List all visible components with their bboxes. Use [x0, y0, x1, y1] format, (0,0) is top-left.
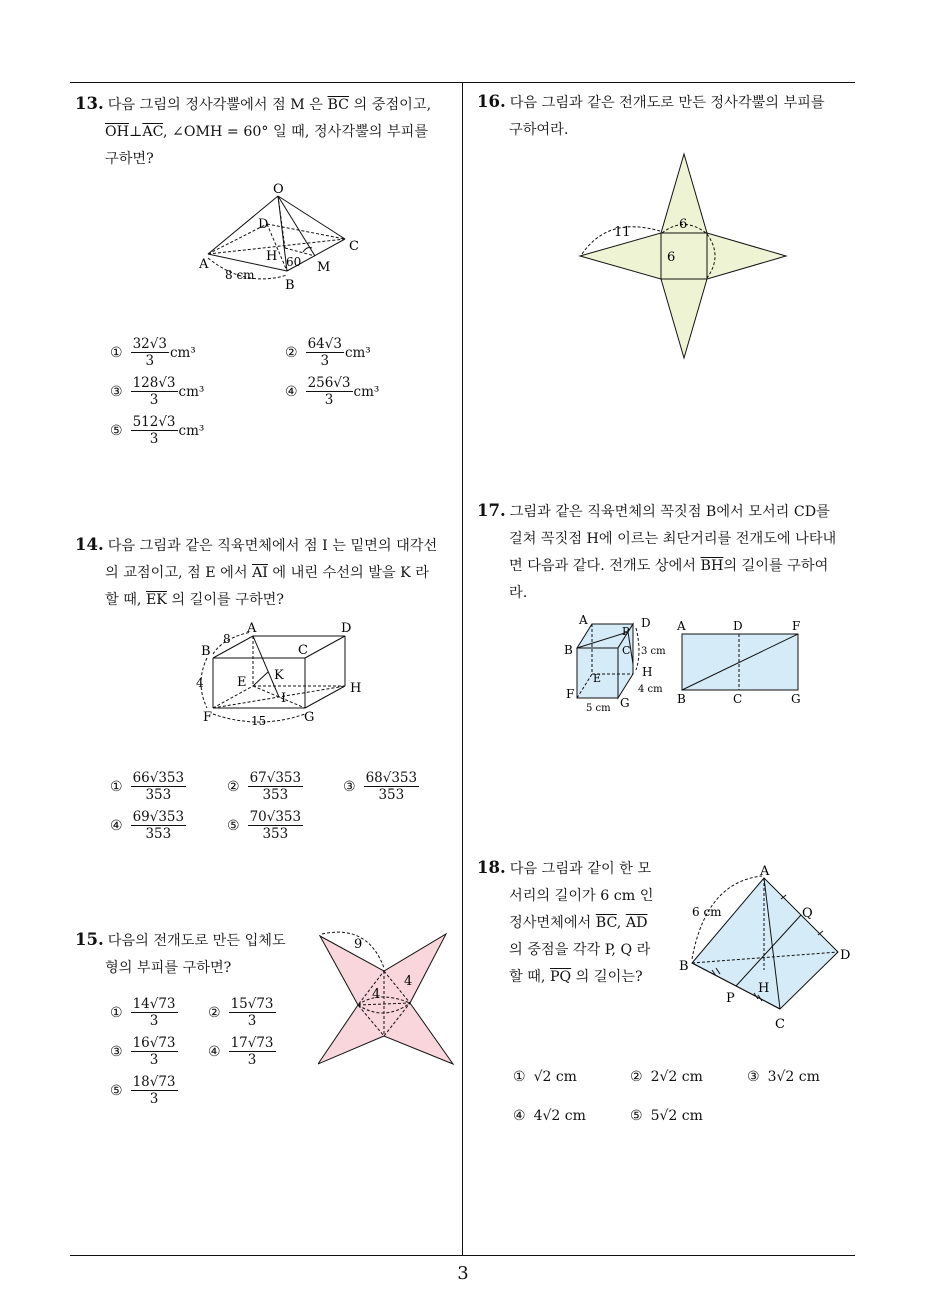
- label-c: C: [298, 643, 308, 658]
- question-17: [477, 497, 867, 607]
- question-text: 구하여라.: [509, 122, 569, 138]
- label-b: B: [564, 643, 573, 657]
- question-text: 그림과 같은 직육면체의 꼭짓점 B에서 모서리 CD를: [509, 504, 830, 520]
- choice-3[interactable]: ③ 3√2 cm: [747, 1069, 820, 1085]
- question-13: [75, 90, 460, 173]
- label-b: B: [201, 644, 211, 659]
- label-h: H: [350, 681, 362, 696]
- label-length: 6 cm: [692, 905, 722, 919]
- choice-5[interactable]: ⑤ 5√2 cm: [630, 1108, 703, 1124]
- segment-label: $\overline{AD}$: [625, 915, 648, 931]
- question-text: 의 길이는?: [571, 969, 643, 985]
- question-number: 13.: [75, 94, 104, 113]
- label-q: Q: [802, 906, 813, 921]
- label-p: P: [622, 625, 630, 638]
- question-text: 서리의 길이가 6 cm 인: [509, 888, 654, 904]
- choice-1[interactable]: ① $\frac{66√353}{353}$: [110, 770, 185, 803]
- label-len-4: 4 cm: [638, 684, 663, 695]
- choice-4[interactable]: ④ $\frac{17√73}{3}$: [208, 1035, 274, 1068]
- question-text: 다음 그림의 정사각뿔에서 점 M 은: [107, 97, 328, 113]
- label-h: H: [642, 665, 653, 679]
- pyramid-figure: [195, 178, 370, 296]
- question-number: 18.: [477, 858, 506, 877]
- star-net-figure: [318, 930, 458, 1070]
- choice-5[interactable]: ⑤ $\frac{18√73}{3}$: [110, 1074, 176, 1107]
- label-m: M: [317, 260, 331, 275]
- question-number: 14.: [75, 535, 104, 554]
- question-text: 에 내린 수선의 발을 K 라: [267, 565, 429, 581]
- net-label-a: A: [677, 619, 686, 633]
- label-len-6-b: 6: [667, 250, 676, 265]
- choice-5[interactable]: ⑤ $\frac{512√3}{3}$ cm³: [110, 414, 205, 447]
- choice-2[interactable]: ② $\frac{67√353}{353}$: [227, 770, 302, 803]
- question-text: 의 중점을 각각 P, Q 라: [509, 942, 651, 958]
- choice-1[interactable]: ① √2 cm: [513, 1069, 577, 1085]
- question-number: 15.: [75, 930, 104, 949]
- question-text: , ∠OMH = 60° 일 때, 정사각뿔의 부피를: [162, 124, 429, 140]
- question-text: 다음 그림과 같은 직육면체에서 점 I 는 밑면의 대각선: [107, 538, 438, 554]
- tetrahedron-figure: [676, 862, 858, 1034]
- label-f: F: [203, 710, 213, 725]
- label-len-5: 5 cm: [586, 703, 611, 714]
- page-number: 3: [457, 1263, 469, 1284]
- label-g: G: [620, 696, 630, 710]
- question-text: 구하면?: [105, 151, 154, 167]
- question-text: 의 길이를 구하여: [723, 558, 829, 574]
- cuboid-small-figure: [562, 612, 670, 716]
- question-text: 다음의 전개도로 만든 입체도: [107, 933, 286, 949]
- square-pyramid-net-figure: [578, 150, 790, 362]
- question-text: 걸쳐 꼭짓점 H에 이르는 최단거리를 전개도에 나타내: [509, 531, 837, 547]
- label-g: G: [304, 710, 315, 725]
- question-text: 할 때,: [105, 592, 146, 608]
- label-len-3: 3 cm: [641, 646, 666, 657]
- choice-4[interactable]: ④ 4√2 cm: [513, 1108, 586, 1124]
- segment-label: $\overline{AC}$: [142, 124, 163, 140]
- question-15: [75, 926, 315, 982]
- choice-2[interactable]: ② $\frac{64√3}{3}$ cm³: [285, 336, 371, 369]
- label-d: D: [641, 616, 651, 630]
- net-label-c: C: [733, 692, 743, 706]
- label-len-6-a: 6: [679, 217, 688, 232]
- question-text: 다음 그림과 같은 전개도로 만든 정사각뿔의 부피를: [509, 95, 825, 111]
- choice-4[interactable]: ④ $\frac{69√353}{353}$: [110, 809, 185, 842]
- question-text: 형의 부피를 구하면?: [105, 960, 232, 976]
- question-number: 17.: [477, 501, 506, 520]
- question-text: 할 때,: [509, 969, 550, 985]
- label-p: P: [726, 991, 735, 1006]
- label-b: B: [679, 959, 689, 974]
- label-a: A: [199, 257, 209, 272]
- choice-1[interactable]: ① $\frac{14√73}{3}$: [110, 996, 176, 1029]
- question-text: 정사면체에서: [509, 915, 596, 931]
- label-d: D: [258, 217, 269, 232]
- choice-3[interactable]: ③ $\frac{16√73}{3}$: [110, 1035, 176, 1068]
- choice-2[interactable]: ② 2√2 cm: [630, 1069, 703, 1085]
- cuboid-figure: [193, 618, 373, 730]
- label-f: F: [566, 687, 575, 701]
- segment-label: $\overline{EK}$: [145, 592, 167, 608]
- label-length: 8 cm: [225, 268, 255, 282]
- label-c: C: [622, 644, 631, 657]
- label-len-11: 11: [614, 225, 631, 240]
- choice-5[interactable]: ⑤ $\frac{70√353}{353}$: [227, 809, 302, 842]
- label-d: D: [341, 621, 352, 636]
- bottom-rule: [70, 1255, 855, 1256]
- label-i: I: [281, 691, 287, 706]
- label-a: A: [247, 621, 257, 636]
- question-number: 16.: [477, 92, 506, 111]
- label-b: B: [285, 278, 295, 293]
- question-text: 라.: [509, 585, 528, 601]
- segment-label: $\overline{BC}$: [595, 915, 617, 931]
- segment-label: $\overline{OH}$: [105, 124, 130, 140]
- perp-symbol: ⊥: [129, 124, 143, 140]
- segment-label: $\overline{BH}$: [700, 558, 724, 574]
- label-h: H: [758, 981, 770, 996]
- question-text: 다음 그림과 같이 한 모: [509, 861, 652, 877]
- question-text: 면 다음과 같다. 전개도 상에서: [509, 558, 701, 574]
- label-len-4-b: 4: [372, 987, 381, 1002]
- net-rectangle-figure: [675, 618, 810, 708]
- choice-2[interactable]: ② $\frac{15√73}{3}$: [208, 996, 274, 1029]
- label-c: C: [349, 239, 359, 254]
- question-text: 의 중점이고,: [349, 97, 432, 113]
- segment-label: $\overline{PQ}$: [549, 969, 572, 985]
- label-len-4: 4: [196, 676, 204, 690]
- label-o: O: [273, 182, 284, 197]
- label-c: C: [775, 1017, 785, 1032]
- label-len-4-a: 4: [404, 974, 413, 989]
- label-len-8: 8: [223, 632, 231, 646]
- label-a: A: [579, 613, 588, 627]
- choice-3[interactable]: ③ $\frac{128√3}{3}$ cm³: [110, 375, 205, 408]
- label-angle: 60: [286, 255, 302, 269]
- segment-label: $\overline{AI}$: [252, 565, 268, 581]
- net-label-f: F: [792, 619, 801, 633]
- question-16: [477, 88, 867, 144]
- question-18: [477, 854, 677, 991]
- label-a: A: [760, 864, 770, 879]
- question-text: 의 길이를 구하면?: [166, 592, 284, 608]
- net-label-d: D: [733, 619, 743, 633]
- choice-3[interactable]: ③ $\frac{68√353}{353}$: [343, 770, 418, 803]
- label-e: E: [237, 675, 247, 690]
- label-d: D: [840, 948, 851, 963]
- question-14: [75, 531, 460, 614]
- net-label-g: G: [791, 692, 801, 706]
- label-len-9: 9: [354, 937, 363, 952]
- label-h: H: [266, 249, 278, 264]
- label-len-15: 15: [251, 714, 267, 728]
- column-divider: [462, 82, 463, 1256]
- choice-1[interactable]: ① $\frac{32√3}{3}$ cm³: [110, 336, 196, 369]
- question-text: ,: [616, 915, 626, 931]
- choice-4[interactable]: ④ $\frac{256√3}{3}$ cm³: [285, 375, 380, 408]
- segment-label: $\overline{BC}$: [327, 97, 350, 113]
- question-text: 의 교점이고, 점 E 에서: [105, 565, 253, 581]
- label-k: K: [274, 668, 284, 683]
- net-label-b: B: [677, 692, 686, 706]
- label-e: E: [593, 672, 602, 685]
